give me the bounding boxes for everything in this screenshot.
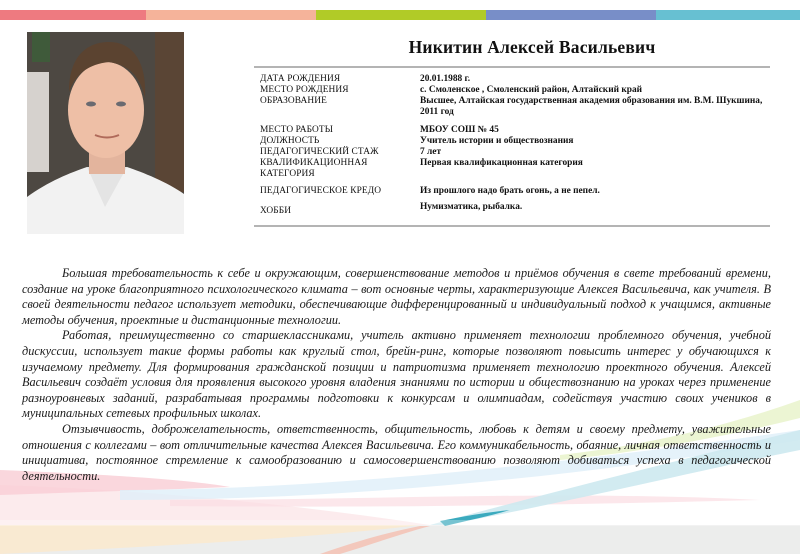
position-value: Учитель истории и обществознания [420,136,574,146]
description-paragraph: Работая, преимущественно со старшеклассниками, учитель активно применяет технологии проблемного обучения, учебной дискуссии, использует такие формы работы как круглый стол, брейн-ринг, которые позволяют повысить интерес у обучающихся к изучаемому предмету. Для формирования гражданской позиции и патриотизма применяет технологию проектного обучения. Алексей Васильевич создаёт условия для проявления высокого уровня владения знаниями по истории и обществознанию на уроках через применение разноуровневых заданий, разрабатывая программы подготовки к конкурсам и олимпиадам, содействуя участию своих учеников в муниципальных сетевых профильных школах. [22,328,771,421]
portrait-photo [27,32,184,234]
hobby-label: ХОББИ [260,206,292,216]
credo-value: Из прошлого надо брать огонь, а не пепел. [420,186,600,196]
description-paragraph: Большая требовательность к себе и окружающим, совершенствование методов и приёмов обучения в свете требований времени, создание на уроке благоприятного психологического климата – вот основные черты, характеризующие Алексея Васильевича, как учителя. В своей деятельности педагог использует методики, обеспечивающие дифференцированный и индивидуальный подход к учащимся, активные методы обучения, проектные и дистанционные технологии. [22,266,771,327]
stripe-segment-red [0,10,146,20]
stripe-segment-peach [146,10,316,20]
credo-label: ПЕДАГОГИЧЕСКОЕ КРЕДО [260,186,382,196]
birth-place-value: с. Смоленское , Смоленский район, Алтайский край [420,85,643,95]
birth-date-label: ДАТА РОЖДЕНИЯ [260,74,341,84]
stripe-segment-blue [486,10,656,20]
birth-date-value: 20.01.1988 г. [420,74,471,84]
hobby-value: Нумизматика, рыбалка. [420,202,523,212]
teacher-description [22,266,771,484]
birth-place-label: МЕСТО РОЖДЕНИЯ [260,85,349,95]
top-divider [254,66,770,68]
category-value: Первая квалификационная категория [420,158,583,168]
workplace-label: МЕСТО РАБОТЫ [260,125,334,135]
description-paragraph: Отзывчивость, доброжелательность, ответственность, общительность, любовь к детям и своему предмету, уважительные отношения с коллегами – вот отличительные качества Алексея Васильевича. Его коммуникабельность, обаяние, личная ответственность и инициатива, постоянное стремление к самообразованию и самосовершенствованию позволяют добиваться успеха в педагогической деятельности. [22,421,771,483]
bottom-divider [254,225,770,227]
portrait-person-icon [27,32,184,234]
position-label: ДОЛЖНОСТЬ [260,136,320,146]
stripe-segment-green [316,10,486,20]
category-label: КВАЛИФИКАЦИОННАЯ КАТЕГОРИЯ [260,158,368,179]
education-label: ОБРАЗОВАНИЕ [260,96,327,106]
education-value: Высшее, Алтайская государственная академия образования им. В.М. Шукшина, 2011 год [420,96,763,117]
workplace-value: МБОУ СОШ № 45 [420,125,499,135]
teacher-name-heading: Никитин Алексей Васильевич [408,37,656,57]
experience-value: 7 лет [420,147,442,157]
experience-label: ПЕДАГОГИЧЕСКИЙ СТАЖ [260,147,379,157]
stripe-segment-cyan [656,10,800,20]
